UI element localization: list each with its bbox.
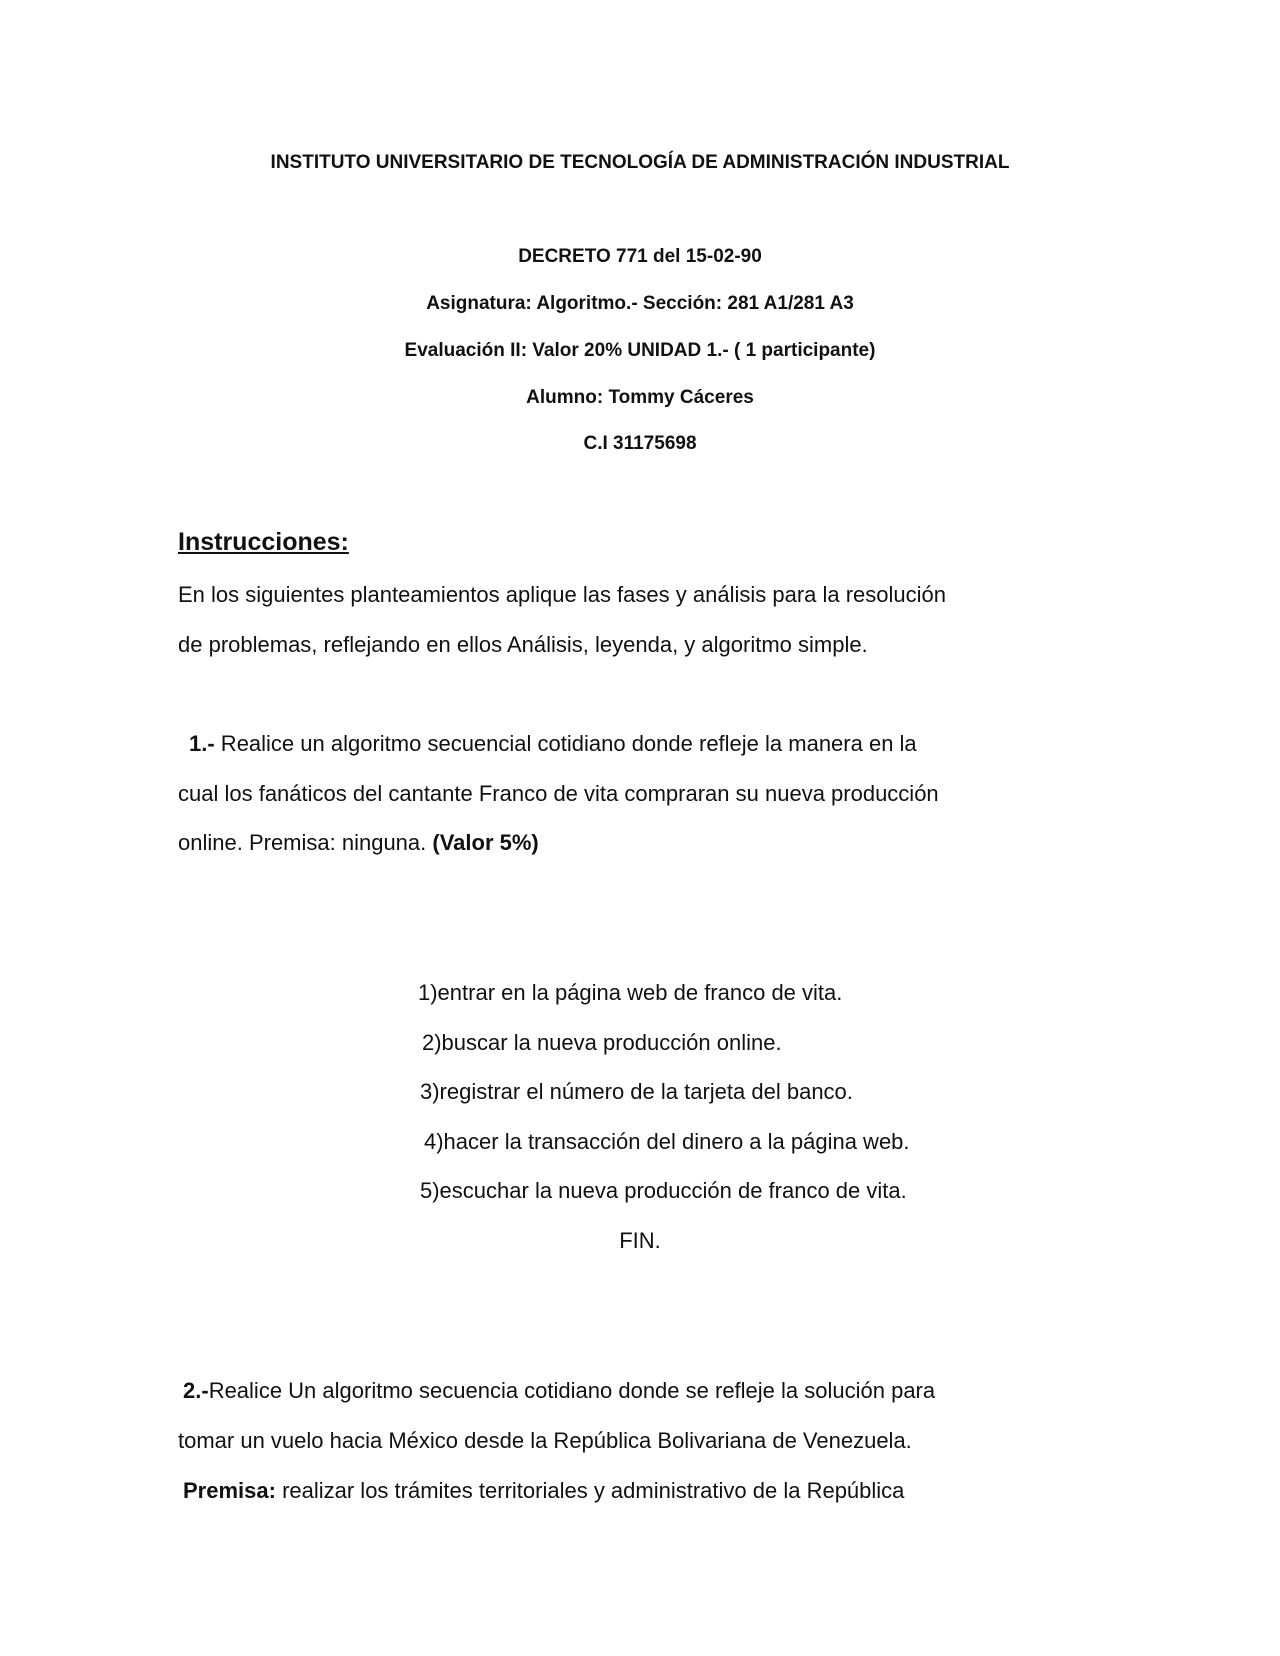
instructions-heading: Instrucciones: bbox=[178, 528, 349, 556]
problem-1-line-3 bbox=[178, 830, 539, 856]
evaluation-line: Evaluación II: Valor 20% UNIDAD 1.- ( 1 participante) bbox=[404, 340, 876, 361]
problem-2-text-1: Realice Un algoritmo secuencia cotidiano donde se refleje la solución para bbox=[208, 1378, 936, 1403]
problem-2-line-2: tomar un vuelo hacia México desde la República Bolivariana de Venezuela. bbox=[178, 1428, 912, 1453]
problem-1-value: (Valor 5%) bbox=[432, 830, 539, 855]
problem-1-line-1 bbox=[189, 731, 917, 757]
problem-2-number: 2.- bbox=[183, 1378, 209, 1403]
problem-1-line-2: cual los fanáticos del cantante Franco de vita compraran su nueva producción bbox=[178, 781, 939, 806]
step-5: 5)escuchar la nueva producción de franco de vita. bbox=[420, 1178, 907, 1203]
step-4: 4)hacer la transacción del dinero a la página web. bbox=[424, 1129, 910, 1154]
step-3: 3)registrar el número de la tarjeta del banco. bbox=[420, 1079, 853, 1104]
decree-line: DECRETO 771 del 15-02-90 bbox=[518, 246, 762, 267]
instructions-text-line-1: En los siguientes planteamientos aplique las fases y análisis para la resolución bbox=[178, 582, 947, 607]
problem-2-text-3: realizar los trámites territoriales y administrativo de la República bbox=[275, 1478, 905, 1503]
step-1: 1)entrar en la página web de franco de vita. bbox=[418, 980, 843, 1005]
instructions-text-line-2: de problemas, reflejando en ellos Análisis, leyenda, y algoritmo simple. bbox=[178, 632, 868, 657]
problem-2-premise-label: Premisa: bbox=[183, 1478, 276, 1503]
problem-2-line-1 bbox=[183, 1378, 935, 1404]
student-id-line: C.I 31175698 bbox=[583, 433, 697, 454]
student-line: Alumno: Tommy Cáceres bbox=[526, 387, 754, 408]
problem-1-text-3: online. Premisa: ninguna. bbox=[178, 830, 433, 855]
subject-line: Asignatura: Algoritmo.- Sección: 281 A1/281 A3 bbox=[426, 293, 854, 314]
step-end: FIN. bbox=[619, 1228, 661, 1253]
problem-1-number: 1.- bbox=[189, 731, 215, 756]
problem-2-line-3 bbox=[183, 1478, 904, 1504]
problem-1-text-1: Realice un algoritmo secuencial cotidiano donde refleje la manera en la bbox=[214, 731, 917, 756]
institution-title: INSTITUTO UNIVERSITARIO DE TECNOLOGÍA DE ADMINISTRACIÓN INDUSTRIAL bbox=[270, 152, 1010, 173]
step-2: 2)buscar la nueva producción online. bbox=[422, 1030, 782, 1055]
